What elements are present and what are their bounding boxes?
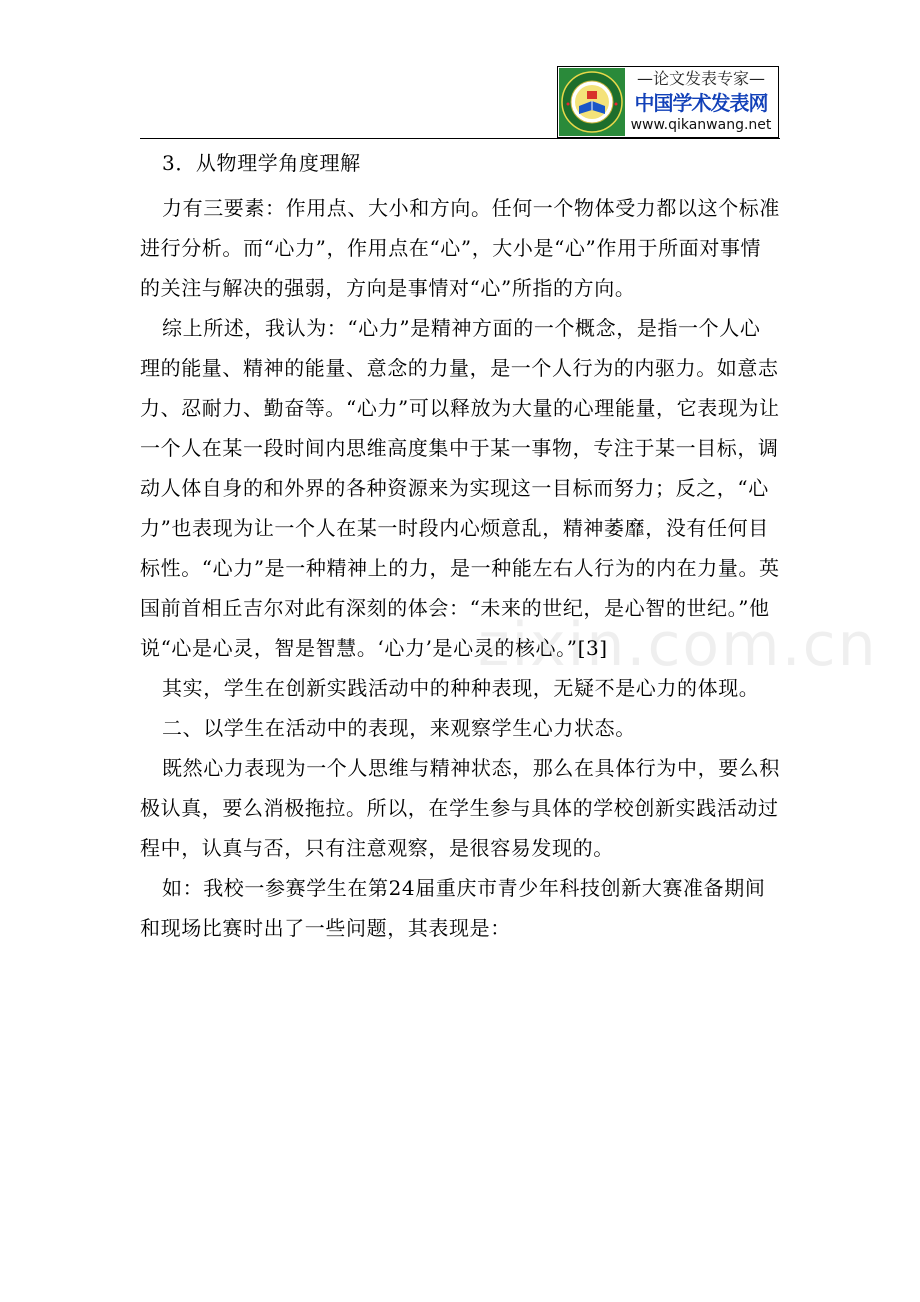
banner-text: [624, 67, 778, 137]
section-heading-physics: 3．从物理学角度理解: [162, 151, 361, 175]
paragraph-three-elements: 力有三要素：作用点、大小和方向。任何一个物体受力都以这个标准进行分析。而“心力”，作用点在“心”，大小是“心”作用于所面对事情的关注与解决的强弱，方向是事情对“心”所指的方向。: [140, 196, 780, 300]
header-divider: [140, 138, 780, 139]
watermark-text: zixin.com.cn: [478, 610, 878, 680]
section-heading-observe: 二、以学生在活动中的表现，来观察学生心力状态。: [162, 716, 636, 740]
banner-slogan: —论文发表专家—: [636, 69, 765, 88]
banner-brand-name: 中国学术发表网: [634, 91, 768, 115]
paragraph-example: 如：我校一参赛学生在第24届重庆市青少年科技创新大赛准备期间和现场比赛时出了一些问题，其表现是：: [140, 876, 766, 940]
seal-logo-icon: [559, 68, 625, 136]
paragraph-summary: 综上所述，我认为：“心力”是精神方面的一个概念，是指一个人心理的能量、精神的能量、意念的力量，是一个人行为的内驱力。如意志力、忍耐力、勤奋等。“心力”可以释放为大量的心理能量，它表现为让一个人在某一段时间内思维高度集中于某一事物，专注于某一目标，调动人体自身的和外界的各种资源来为实现这一目标而努力；反之，“心力”也表现为让一个人在某一时段内心烦意乱，精神萎靡，没有任何目标性。“心力”是一种精神上的力，是一种能左右人行为的内在力量。英国前首相丘吉尔对此有深刻的体会：“未来的世纪，是心智的世纪。”他说“心是心灵，智是智慧。‘心力’是心灵的核心。”[3]: [140, 316, 780, 660]
paragraph-practice: 其实，学生在创新实践活动中的种种表现，无疑不是心力的体现。: [162, 676, 760, 700]
paragraph-mental-state: 既然心力表现为一个人思维与精神状态，那么在具体行为中，要么积极认真，要么消极拖拉。所以，在学生参与具体的学校创新实践活动过程中，认真与否，只有注意观察，是很容易发现的。: [140, 756, 780, 860]
banner-site-url[interactable]: www.qikanwang.net: [630, 117, 772, 133]
site-banner: [557, 66, 779, 138]
document-body: [140, 148, 780, 948]
